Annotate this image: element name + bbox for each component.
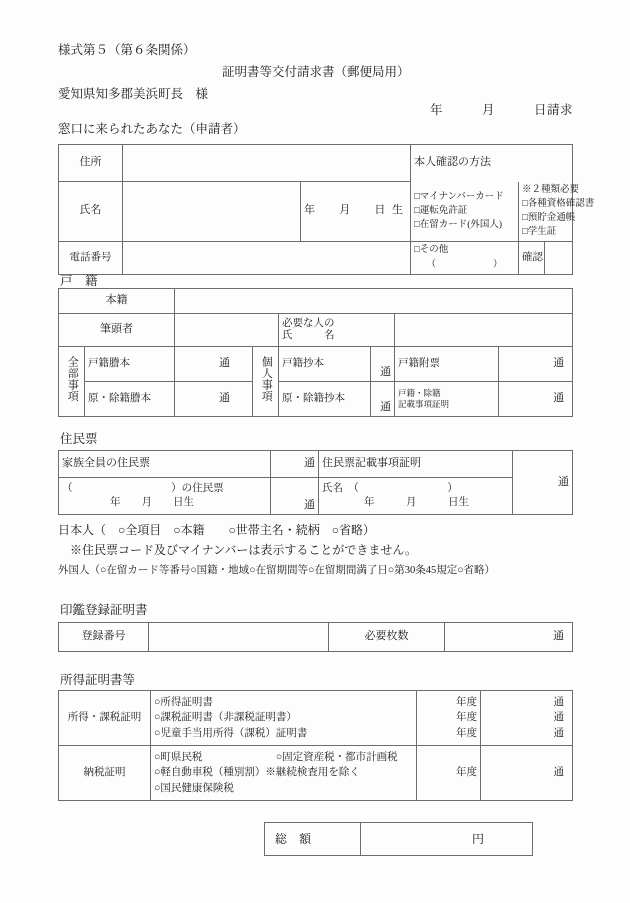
other-detail-input[interactable]: （ ） [426, 259, 503, 270]
juminhyo-caption: 住民票 [60, 432, 98, 446]
hittosha-label: 筆頭者 [59, 314, 175, 347]
verify-methods-list[interactable] [411, 182, 519, 242]
needed-person-label-line2: 氏 名 [282, 330, 335, 341]
income-tax-cert-label: 所得・課税証明 [59, 691, 151, 746]
needed-person-input[interactable] [395, 314, 573, 347]
checkbox-qualification-cert[interactable]: □各種資格確認書 [522, 198, 595, 209]
option-national-health-insurance[interactable]: ○国民健康保険税 [154, 782, 234, 794]
tax-items-list[interactable] [151, 746, 417, 801]
income-year-1[interactable]: 年度 [456, 697, 477, 709]
record-name-paren-close: ） [447, 482, 458, 494]
name-label: 氏名 [59, 182, 123, 242]
juminhyo-note-japanese: 日本人（ ○全項目 ○本籍 ○世帯主名・続柄 ○省略） [58, 523, 375, 537]
personal-items-label-text: 個人事項 [260, 356, 273, 402]
total-label: 総 額 [265, 823, 361, 856]
shotoku-caption: 所得証明書等 [60, 673, 136, 687]
option-tax-cert[interactable]: ○課税証明書（非課税証明書） [154, 712, 297, 724]
confirm-label: 確認 [519, 241, 545, 274]
name-input[interactable] [123, 182, 301, 242]
individual-paren-close: ）の住民票 [171, 482, 224, 494]
tax-year[interactable]: 年度 [417, 746, 481, 801]
address-label: 住所 [59, 145, 123, 182]
juminhyo-note-mynumber: ※住民票コード及びマイナンバーは表示することができません。 [58, 543, 418, 557]
gen-joseki-tohon-count[interactable]: 通 [175, 382, 253, 417]
table-row [59, 691, 573, 746]
required-count-label: 必要枚数 [329, 623, 445, 652]
addressee: 愛知県知多郡美浜町長 様 [58, 87, 209, 101]
individual-paren-open: （ [62, 482, 73, 494]
checkbox-drivers-license[interactable]: □運転免許証 [414, 205, 468, 216]
koseki-fuhyo-count[interactable]: 通 [499, 347, 573, 382]
income-items-list[interactable] [151, 691, 417, 746]
koseki-joseki-record-cert-line1: 戸籍・除籍 [398, 388, 441, 399]
total-table [264, 822, 533, 856]
checkbox-residence-card[interactable]: □在留カード(外国人) [414, 220, 503, 231]
personal-items-label [253, 347, 279, 417]
income-counts-list[interactable] [481, 691, 573, 746]
verify-method-title: 本人確認の方法 [411, 145, 573, 182]
hittosha-input[interactable] [175, 314, 279, 347]
table-row [59, 746, 573, 801]
record-name-paren-open: 氏名 （ [322, 482, 359, 494]
tax-count[interactable]: 通 [481, 746, 573, 801]
income-count-3[interactable]: 通 [553, 727, 564, 739]
phone-label: 電話番号 [59, 241, 123, 274]
registration-number-input[interactable] [149, 623, 329, 652]
birthdate-label[interactable]: 年 月 日生 [301, 182, 411, 242]
applicant-section-label: 窓口に来られたあなた（申請者） [58, 122, 246, 136]
inkan-table [58, 622, 573, 652]
checkbox-other[interactable]: □その他 [414, 245, 449, 256]
checkbox-bank-passbook[interactable]: □預貯金通帳 [522, 213, 576, 223]
all-items-label-text: 全部事項 [66, 356, 79, 402]
phone-input[interactable] [123, 241, 411, 274]
koseki-tohon-count[interactable]: 通 [175, 347, 253, 382]
option-income-cert[interactable]: ○所得証明書 [154, 697, 213, 709]
record-cert-name-row [319, 478, 513, 515]
option-municipal-prefectural-tax[interactable]: ○町県民税 ○固定資産税・都市計画税 [154, 752, 398, 764]
shotoku-table [58, 690, 573, 801]
juminhyo-table [58, 450, 573, 515]
table-row [59, 382, 573, 417]
gen-joseki-tohon-label: 原・除籍謄本 [85, 382, 175, 417]
koseki-shohon-count[interactable]: 通 [371, 347, 395, 382]
table-row [59, 478, 573, 515]
two-types-list[interactable] [519, 182, 595, 242]
family-all-label: 家族全員の住民票 [59, 451, 271, 478]
juminhyo-note-foreigner: 外国人（○在留カード等番号○国籍・地域○在留期間等○在留期間満了日○第30条45規定○省略） [58, 565, 496, 576]
record-cert-label: 住民票記載事項証明 [319, 451, 513, 478]
option-child-allowance-cert[interactable]: ○児童手当用所得（課税）証明書 [154, 727, 308, 739]
all-items-label [59, 347, 85, 417]
request-date-line[interactable]: 年 月 日請求 [430, 103, 574, 117]
option-light-vehicle-tax[interactable]: ○軽自動車税（種別割）※継続検査用を除く [154, 767, 360, 779]
koseki-joseki-record-cert-count[interactable]: 通 [499, 382, 573, 417]
needed-person-label [279, 314, 395, 347]
individual-juminhyo-count[interactable]: 通 [271, 478, 319, 515]
record-birth-input[interactable]: 年 月 日生 [364, 497, 469, 508]
income-count-2[interactable]: 通 [553, 712, 564, 724]
table-row [59, 241, 573, 274]
family-all-count[interactable]: 通 [271, 451, 319, 478]
koseki-joseki-record-cert-label [395, 382, 499, 417]
koseki-caption: 戸 籍 [60, 274, 98, 288]
honseki-label: 本籍 [59, 289, 175, 314]
checkbox-other-wrapper[interactable] [411, 241, 519, 274]
record-cert-count[interactable]: 通 [513, 451, 573, 515]
gen-joseki-shohon-label: 原・除籍抄本 [279, 382, 371, 417]
two-types-note: ※２種類必要 [522, 184, 580, 195]
income-years-list[interactable] [417, 691, 481, 746]
registration-number-label: 登録番号 [59, 623, 149, 652]
koseki-fuhyo-label: 戸籍附票 [395, 347, 499, 382]
needed-person-label-line1: 必要な人の [282, 317, 335, 329]
income-year-2[interactable]: 年度 [456, 712, 477, 724]
checkbox-mynumber-card[interactable]: □マイナンバーカード [414, 191, 504, 202]
income-year-3[interactable]: 年度 [456, 727, 477, 739]
table-row [59, 314, 573, 347]
table-row [59, 623, 573, 652]
tax-payment-cert-label: 納税証明 [59, 746, 151, 801]
koseki-tohon-label: 戸籍謄本 [85, 347, 175, 382]
form-number: 様式第５（第６条関係） [58, 43, 196, 57]
inkan-caption: 印鑑登録証明書 [60, 603, 148, 617]
confirm-stamp-box[interactable] [545, 241, 573, 274]
income-count-1[interactable]: 通 [553, 697, 564, 709]
required-count-input[interactable]: 通 [445, 623, 573, 652]
page-title: 証明書等交付請求書（郵便局用） [222, 65, 410, 79]
table-row [59, 182, 573, 242]
checkbox-student-id[interactable]: □学生証 [522, 227, 557, 238]
table-row [265, 823, 533, 856]
total-amount-input[interactable]: 円 [361, 823, 533, 856]
table-row [59, 451, 573, 478]
honseki-input[interactable] [175, 289, 573, 314]
individual-birth-input[interactable]: 年 月 日生 [110, 497, 194, 508]
gen-joseki-shohon-count[interactable]: 通 [371, 382, 395, 417]
koseki-table [58, 288, 573, 417]
applicant-table [58, 144, 595, 275]
table-row [59, 145, 573, 182]
table-row [59, 289, 573, 314]
address-input[interactable] [123, 145, 411, 182]
individual-juminhyo-label [59, 478, 271, 515]
table-row [59, 347, 573, 382]
koseki-joseki-record-cert-line2: 記載事項証明 [398, 399, 450, 409]
koseki-shohon-label: 戸籍抄本 [279, 347, 371, 382]
